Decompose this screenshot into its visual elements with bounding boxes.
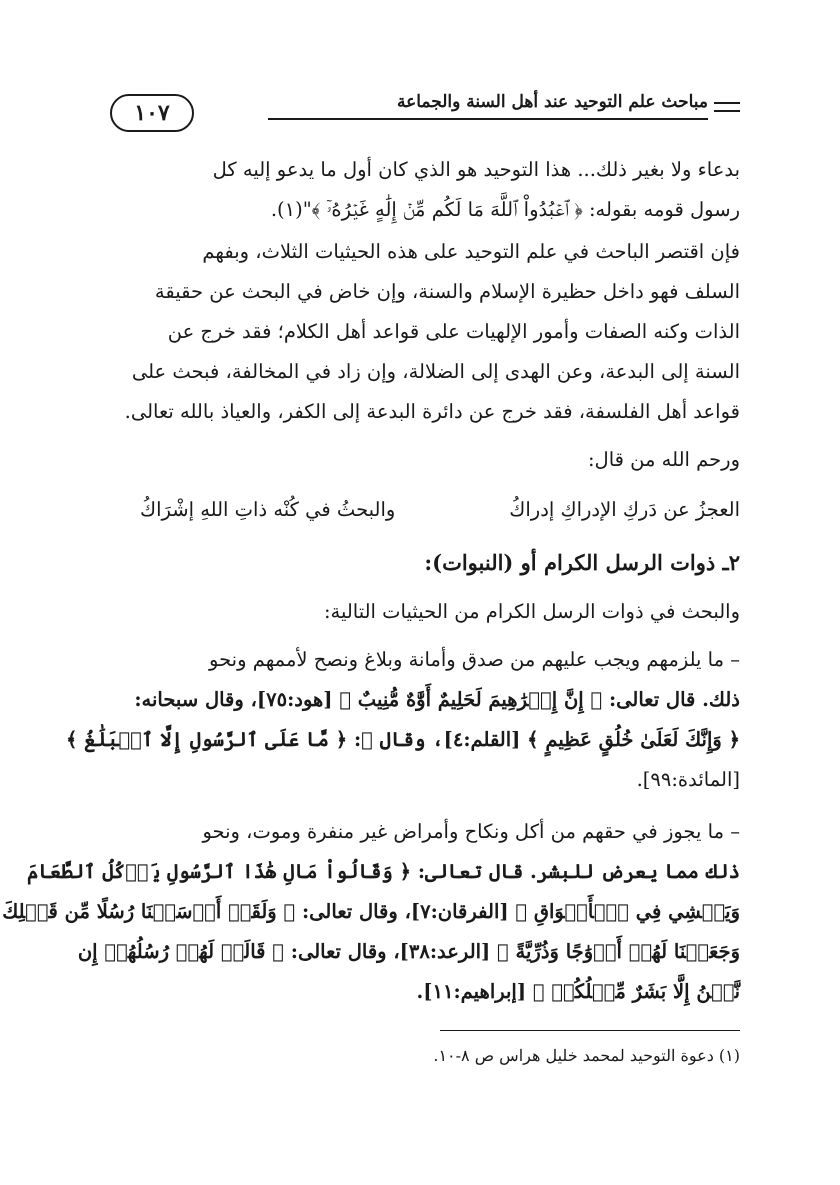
paragraph-1 xyxy=(100,150,740,230)
text-line: – ما يجوز في حقهم من أكل ونكاح وأمراض غير منفرة وموت، ونحو xyxy=(202,820,740,843)
text-line: وَيَمۡشِي فِي ٱلۡأَسۡوَاقِ ﴾ [الفرقان:٧]، وقال تعالى: ﴿ وَلَقَدۡ أَرۡسَلۡنَا رُسُلًا مِّن قَبۡلِكَ xyxy=(2,900,740,923)
paragraph-2 xyxy=(100,232,740,432)
footnote: (١) دعوة التوحيد لمحمد خليل هراس ص ٨-١٠. xyxy=(433,1046,740,1065)
verse-second-hemistich: والبحثُ في كُنْه ذاتِ اللهِ إشْرَاكُ xyxy=(140,498,396,521)
book-page xyxy=(2,0,740,1185)
verse-first-hemistich: العجزُ عن دَركِ الإدراكِ إدراكُ xyxy=(509,498,740,521)
text-line: [المائدة:٩٩]. xyxy=(636,768,740,791)
page-number: ١٠٧ xyxy=(110,94,194,132)
page-header xyxy=(100,92,740,136)
header-rule xyxy=(268,118,708,120)
section-heading: ٢ـ ذوات الرسل الكرام أو (النبوات): xyxy=(424,550,740,575)
poetry-verse xyxy=(100,490,740,530)
text-line: قواعد أهل الفلسفة، فقد خرج عن دائرة البدعة إلى الكفر، والعياذ بالله تعالى. xyxy=(124,400,740,423)
paragraph-4 xyxy=(100,592,740,632)
text-line: ﴿ وَإِنَّكَ لَعَلَىٰ خُلُقٍ عَظِيمٍ ﴾ [القلم:٤]، وقال ﷻ: ﴿ مَّا عَلَى ٱلرَّسُولِ إِلَّا ٱلۡبَلَٰغُ ﴾ xyxy=(65,728,740,751)
text-line: الذات وكنه الصفات وأمور الإلهيات على قواعد أهل الكلام؛ فقد خرج عن xyxy=(167,320,740,343)
text-line: السنة إلى البدعة، وعن الهدى إلى الضلالة، وإن زاد في المخالفة، فبحث على xyxy=(131,360,740,383)
header-ornament xyxy=(714,102,740,112)
paragraph-3 xyxy=(100,440,740,480)
paragraph-6 xyxy=(2,812,740,1012)
text-line: ورحم الله من قال: xyxy=(587,448,740,471)
footnote-rule xyxy=(440,1030,740,1031)
text-line: ذلك. قال تعالى: ﴿ إِنَّ إِبۡرَٰهِيمَ لَحَلِيمٌ أَوَّٰهٌ مُّنِيبٌ ﴾ [هود:٧٥]، وقال سبحانه: xyxy=(134,688,740,711)
text-line: رسول قومه بقوله: ﴿ ٱعۡبُدُواْ ٱللَّهَ مَا لَكُم مِّنۡ إِلَٰهٍ غَيۡرُهُۥٓ ﴾"(١). xyxy=(270,198,740,221)
text-line: والبحث في ذوات الرسل الكرام من الحيثيات التالية: xyxy=(323,600,740,623)
paragraph-5 xyxy=(65,640,740,800)
text-line: السلف فهو داخل حظيرة الإسلام والسنة، وإن خاض في البحث عن حقيقة xyxy=(154,280,740,303)
text-line: وَجَعَلۡنَا لَهُمۡ أَزۡوَٰجًا وَذُرِّيَّةً ﴾ [الرعد:٣٨]، وقال تعالى: ﴿ قَالَتۡ لَهُمۡ رُسُلُهُمۡ إِن xyxy=(77,940,740,963)
text-line: بدعاء ولا بغير ذلك... هذا التوحيد هو الذي كان أول ما يدعو إليه كل xyxy=(212,158,740,181)
text-line: نَّحۡنُ إِلَّا بَشَرٌ مِّثۡلُكُمۡ ﴾ [إبراهيم:١١]. xyxy=(416,980,740,1003)
text-line: فإن اقتصر الباحث في علم التوحيد على هذه الحيثيات الثلاث، وبفهم xyxy=(202,240,740,263)
running-title: مباحث علم التوحيد عند أهل السنة والجماعة xyxy=(396,92,708,112)
text-line: – ما يلزمهم ويجب عليهم من صدق وأمانة وبلاغ ونصح لأممهم ونحو xyxy=(209,648,740,671)
text-line: ذلك مما يعرض للبشر. قال تعالى: ﴿ وَقَالُواْ مَالِ هَٰذَا ٱلرَّسُولِ يَأۡكُلُ ٱلطَّعَامَ xyxy=(27,860,740,883)
